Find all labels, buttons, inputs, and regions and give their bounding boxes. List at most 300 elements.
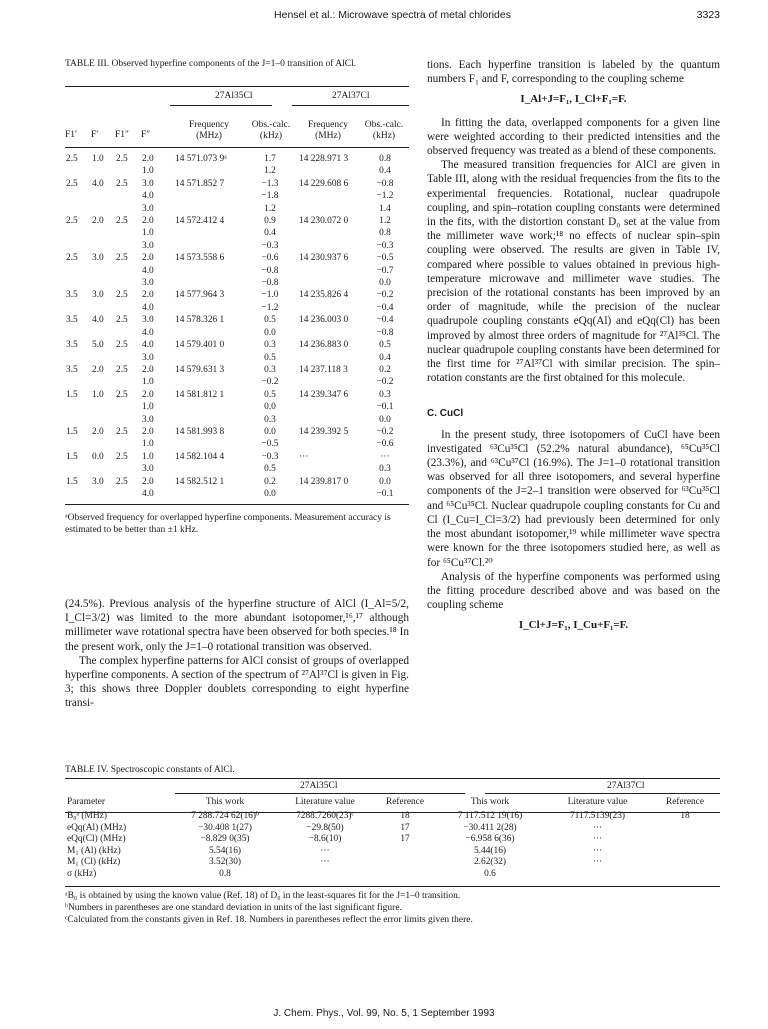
table3-cell: 1.5: [66, 476, 78, 487]
table3-row: [65, 153, 409, 165]
th-f1p: F1′: [65, 130, 78, 140]
table3-cell: [167, 190, 249, 202]
table3-cell: 14 228.971 3: [299, 154, 349, 164]
table3-cell: 14 230.937 6: [299, 253, 349, 264]
table3-cell: [65, 227, 91, 239]
table3-cell: 2.5: [66, 154, 78, 164]
table3-cell: [65, 352, 91, 364]
table3-cell: [167, 302, 249, 314]
table3-body: [65, 153, 409, 500]
table3-cell: [291, 401, 361, 413]
table4-cell: 7 288.724 62(16)ᵇ: [191, 811, 259, 821]
table4-row: [65, 846, 720, 858]
table4-cell: ···: [592, 845, 603, 856]
table3-cell: [65, 190, 91, 202]
table3-cell: 1.2: [264, 203, 276, 214]
table4-cell: 0.6: [484, 868, 496, 879]
table3-row: [65, 252, 409, 264]
table3-header-rule: [65, 147, 409, 148]
table3-cell: 4.0: [142, 488, 154, 499]
table3-cell: 3.0: [142, 352, 154, 363]
table4-cell: [650, 869, 720, 881]
table3-cell: [167, 240, 249, 252]
table3-cell: [91, 265, 115, 277]
table3-top-rule: [65, 86, 409, 87]
table3-cell: 2.5: [116, 253, 128, 264]
table3-cell: [115, 463, 141, 475]
table3-cell: 0.3: [264, 364, 276, 375]
table3-cell: 0.0: [264, 327, 276, 338]
table3-cell: 2.5: [116, 340, 128, 351]
table3-cell: [167, 376, 249, 388]
table3-cell: 14 573.558 6: [175, 253, 225, 264]
table3-cell: −0.5: [261, 439, 279, 450]
table3-cell: [291, 327, 361, 339]
table4-cell: [650, 846, 720, 858]
table3-cell: [65, 165, 91, 177]
table3-cell: 1.0: [142, 166, 154, 177]
table3-row: [65, 302, 409, 314]
table3-cell: 3.0: [142, 278, 154, 289]
table3-cell: −1.2: [376, 191, 394, 202]
table4-cell: [375, 857, 435, 869]
table3-cell: 0.0: [379, 476, 391, 487]
table3-cell: [65, 203, 91, 215]
table3-cell: 14 239.347 6: [299, 389, 349, 400]
table4-cell: ···: [592, 822, 603, 833]
table3-cell: 2.5: [116, 364, 128, 375]
table3-iso1-rule: [170, 105, 272, 106]
table3-cell: [291, 190, 361, 202]
table3-cell: 3.0: [142, 464, 154, 475]
table3-row: [65, 190, 409, 202]
table3-row: [65, 327, 409, 339]
table3-cell: 14 579.401 0: [175, 340, 225, 351]
table3-cell: [291, 277, 361, 289]
table3-cell: 2.5: [116, 389, 128, 400]
table3-cell: 0.3: [264, 414, 276, 425]
table3-cell: 4.0: [142, 265, 154, 276]
table3-cell: 0.9: [264, 216, 276, 227]
table4-header-cell: This work: [205, 797, 245, 808]
table3-cell: [115, 401, 141, 413]
table3-cell: [91, 376, 115, 388]
th-fpp: F″: [141, 130, 151, 140]
table3-cell: 14 581.812 1: [175, 389, 225, 400]
table4-cell: [375, 846, 435, 858]
table3-row: [65, 215, 409, 227]
table3-cell: [115, 240, 141, 252]
table4-bottom-rule: [65, 886, 720, 887]
table3-cell: [91, 165, 115, 177]
running-title: Hensel et al.: Microwave spectra of metal chlorides: [274, 9, 511, 21]
left-column: [65, 597, 409, 711]
table3-cell: 14 581.993 8: [175, 426, 225, 437]
table3-cell: 14 582.512 1: [175, 476, 225, 487]
table3-cell: [167, 488, 249, 500]
table3-cell: −0.4: [376, 302, 394, 313]
table3-cell: 14 230.072 0: [299, 216, 349, 227]
table3-cell: 3.5: [66, 340, 78, 351]
table3-cell: 2.5: [66, 216, 78, 227]
table3-cell: [291, 414, 361, 426]
table4-cell: 17: [400, 822, 410, 833]
table3-cell: 14 229.608 6: [299, 178, 349, 189]
table3-cell: 2.5: [116, 178, 128, 189]
table4-cell: 3.52(30): [208, 857, 242, 868]
table3-cell: 14 235.826 4: [299, 290, 349, 301]
table4-cell: −8.829 0(35): [200, 834, 250, 845]
table4-header-cell: Literature value: [295, 797, 355, 808]
table3-cell: [115, 302, 141, 314]
table4-cell: 0.8: [219, 868, 231, 879]
table3-cell: [167, 352, 249, 364]
table3-cell: [291, 240, 361, 252]
table3-cell: 1.0: [142, 377, 154, 388]
table3-cell: 4.0: [92, 178, 104, 189]
table3-cell: [291, 203, 361, 215]
table4-cell: 2.62(32): [473, 857, 507, 868]
table3-cell: [65, 265, 91, 277]
table4-cell: 7117.5139(23): [569, 811, 626, 821]
table3-row: [65, 277, 409, 289]
right-paragraph-2: In fitting the data, overlapped components for a given line were weighted according to their predicted intensities and the observed frequency was treated as a blend of these components.: [427, 116, 720, 158]
table3-cell: [115, 227, 141, 239]
table3-cell: 2.0: [142, 216, 154, 227]
table3-cell: 14 571.852 7: [175, 178, 225, 189]
table3-cell: 14 236.883 0: [299, 340, 349, 351]
table4-header-cell: Reference: [666, 797, 704, 808]
table3-cell: 2.5: [116, 476, 128, 487]
table3-cell: 0.2: [264, 476, 276, 487]
table3-cell: −0.3: [376, 240, 394, 251]
th-oc2: Obs.-calc. (kHz): [364, 120, 404, 141]
table3-cell: −1.2: [261, 302, 279, 313]
table3-cell: 0.0: [264, 488, 276, 499]
th-freq2: Frequency (MHz): [307, 120, 349, 141]
table4-cell: [650, 857, 720, 869]
table3-cell: [65, 376, 91, 388]
table3-cell: [167, 165, 249, 177]
table4-cell: 5.44(16): [473, 845, 507, 856]
table3-cell: 4.0: [142, 327, 154, 338]
table3-row: [65, 178, 409, 190]
table3-cell: [65, 277, 91, 289]
table3-row: [65, 426, 409, 438]
table3-cell: 1.2: [264, 166, 276, 177]
table3-caption: TABLE III. Observed hyperfine components of the J=1–0 transition of AlCl.: [65, 59, 357, 69]
right-paragraph-5: Analysis of the hyperfine components was performed using the fitting procedure described above and was based on the coupling scheme: [427, 570, 720, 612]
table3-cell: [91, 227, 115, 239]
table3-cell: [91, 463, 115, 475]
table3-cell: 1.0: [92, 154, 104, 164]
table3-cell: 14 579.631 3: [175, 364, 225, 375]
th-f1pp: F1″: [115, 130, 129, 140]
left-paragraph-2: The complex hyperfine patterns for AlCl consist of groups of overlapped hyperfine components. A section of the spectrum of ²⁷Al³⁷Cl is given in Fig. 3; this shows three Doppler doublets corresponding to eight hyperfine transi-: [65, 654, 409, 710]
table3-cell: 3.0: [142, 178, 154, 189]
table3-cell: 4.0: [92, 315, 104, 326]
table3-cell: 1.0: [142, 451, 154, 462]
table3-cell: 2.0: [92, 426, 104, 437]
table3-cell: 2.0: [142, 253, 154, 264]
table3-row: [65, 438, 409, 450]
table3-cell: −0.3: [261, 451, 279, 462]
table3-row: [65, 289, 409, 301]
table3-cell: 2.5: [116, 154, 128, 164]
table3-cell: [65, 240, 91, 252]
table3-cell: 14 582.104 4: [175, 451, 225, 462]
table4-iso1: 27Al35Cl: [300, 781, 338, 791]
table3-cell: 3.0: [142, 414, 154, 425]
table4-header-cell: This work: [470, 797, 510, 808]
table3-row: [65, 389, 409, 401]
page-number: 3323: [696, 9, 720, 21]
table4-cell: 7288.7260(23)ᶜ: [296, 811, 354, 821]
table3-cell: 1.5: [66, 451, 78, 462]
table4-row: [65, 834, 720, 846]
table3-cell: ···: [299, 451, 309, 462]
table3-cell: −0.6: [261, 253, 279, 264]
table4-cell: eQq(Cl) (MHz): [67, 834, 126, 845]
table3-row: [65, 401, 409, 413]
table3-cell: 14 578.326 1: [175, 315, 225, 326]
table3-cell: [115, 352, 141, 364]
table3-cell: 1.0: [142, 402, 154, 413]
table3-cell: 1.7: [264, 154, 276, 164]
table3-cell: −0.1: [376, 488, 394, 499]
table4-cell: 18: [400, 811, 410, 821]
table3-cell: 1.0: [142, 228, 154, 239]
table4-cell: [650, 823, 720, 835]
journal-footer: J. Chem. Phys., Vol. 99, No. 5, 1 September 1993: [273, 1008, 495, 1019]
table3-cell: 14 239.392 5: [299, 426, 349, 437]
table3-cell: 0.4: [379, 166, 391, 177]
table4-caption: TABLE IV. Spectroscopic constants of AlCl.: [65, 765, 235, 775]
table3-row: [65, 451, 409, 463]
table3-cell: 14 239.817 0: [299, 476, 349, 487]
table3-cell: −1.3: [261, 178, 279, 189]
table3-iso1: 27Al35Cl: [215, 91, 253, 101]
table4-cell: [375, 869, 435, 881]
table3-cell: 0.3: [379, 464, 391, 475]
table3-cell: 4.0: [142, 191, 154, 202]
table3-cell: 3.0: [142, 240, 154, 251]
table3-cell: 0.4: [379, 352, 391, 363]
table3-cell: [115, 488, 141, 500]
table3-cell: [91, 401, 115, 413]
table3-cell: [115, 414, 141, 426]
table3-cell: 0.0: [379, 414, 391, 425]
table3-cell: [91, 277, 115, 289]
table3-cell: [115, 327, 141, 339]
table4-row: [65, 869, 720, 881]
right-paragraph-4: In the present study, three isotopomers of CuCl have been investigated ⁶³Cu³⁵Cl (52.2% natural abundance), ⁶⁵Cu³⁵Cl (23.3%), and ⁶³Cu³⁷Cl (16.9%). The J=1–0 rotational transition was observed for all three isotopomers, and several hyperfine components of the J=2–1 transition were observed for ⁶³Cu³⁵Cl and ⁶⁵Cu³⁵Cl. Nuclear quadrupole coupling constants for Cu and Cl (I_Cu=I_Cl=3/2) had previously been determined for only the most abundant isotopomer,¹⁹ while millimeter wave spectra were known for the three isotopomers studied here, as well as for ⁶⁵Cu³⁷Cl.²⁰: [427, 428, 720, 569]
table3-cell: 0.4: [264, 228, 276, 239]
th-fp: F′: [91, 130, 99, 140]
table4-footnote-a: ᵃB₀ is obtained by using the known value (Ref. 18) of D₀ in the least-squares fit for the J=1–0 transition.: [65, 891, 461, 901]
table3-cell: [65, 438, 91, 450]
table3-cell: 2.5: [116, 290, 128, 301]
table3-cell: [91, 488, 115, 500]
table3-cell: 14 577.964 3: [175, 290, 225, 301]
table4-header-cell: Parameter: [67, 797, 105, 808]
table3-cell: 2.0: [142, 290, 154, 301]
table3-cell: [91, 352, 115, 364]
table3-cell: [167, 327, 249, 339]
table4-cell: eQq(Al) (MHz): [67, 822, 127, 833]
table3-cell: 2.0: [92, 216, 104, 227]
table3-cell: 0.5: [264, 315, 276, 326]
table4-footnote-c: ᶜCalculated from the constants given in Ref. 18. Numbers in parentheses reflect the error limits given there.: [65, 915, 473, 925]
table4-cell: ···: [592, 857, 603, 868]
table3-bottom-rule: [65, 504, 409, 505]
table4: [65, 795, 720, 881]
table3-row: [65, 265, 409, 277]
left-paragraph-1: (24.5%). Previous analysis of the hyperfine structure of AlCl (I_Al=5/2, I_Cl=3/2) was limited to the more abundant isotopomer,¹⁶,¹⁷ although millimeter wave rotational spectra have been observed for both species.¹⁸ In the present work, only the J=1–0 rotational transition was observed.: [65, 598, 409, 653]
table4-cell: ···: [592, 834, 603, 845]
table3-cell: [291, 352, 361, 364]
right-paragraph-1: tions. Each hyperfine transition is labeled by the quantum numbers F₁ and F, corresponding to the coupling scheme: [427, 59, 720, 86]
table4-cell: −29.8(50): [306, 822, 344, 833]
table3-cell: 2.0: [142, 476, 154, 487]
table4-iso2-rule: [485, 793, 720, 794]
table3-cell: [65, 302, 91, 314]
table3-cell: 4.0: [142, 302, 154, 313]
table3-cell: 0.3: [379, 389, 391, 400]
table3-cell: −0.1: [376, 402, 394, 413]
table3-cell: 3.0: [92, 253, 104, 264]
table3-cell: 3.5: [66, 364, 78, 375]
table3-cell: [91, 327, 115, 339]
table4-cell: [650, 834, 720, 846]
table3-cell: 3.5: [66, 315, 78, 326]
table4-cell: 18: [680, 811, 690, 821]
table3-row: [65, 376, 409, 388]
th-oc1: Obs.-calc. (kHz): [251, 120, 291, 141]
table4-header-cell: Literature value: [567, 797, 628, 808]
table4-cell: 5.54(16): [208, 845, 242, 856]
table3-cell: [115, 203, 141, 215]
table3-cell: [291, 227, 361, 239]
table3-cell: 0.0: [92, 451, 104, 462]
table4-cell: 7 117.512 19(16): [457, 811, 523, 821]
table3-cell: 0.8: [379, 228, 391, 239]
table4-cell: −30.411 2(28): [463, 822, 517, 833]
table3-iso2: 27Al37Cl: [332, 91, 370, 101]
table3-cell: −0.3: [261, 240, 279, 251]
table3-cell: 3.0: [92, 476, 104, 487]
table3-cell: [115, 438, 141, 450]
table3-cell: 0.0: [264, 402, 276, 413]
table3-cell: 2.5: [116, 426, 128, 437]
table3-cell: [65, 488, 91, 500]
section-heading-cucl: C. CuCl: [427, 408, 464, 420]
table3-cell: 2.0: [142, 154, 154, 164]
table3-cell: −0.7: [376, 265, 394, 276]
table3-cell: −0.2: [376, 290, 394, 301]
table3-cell: −0.8: [376, 178, 394, 189]
table3-cell: −0.8: [261, 278, 279, 289]
table4-row: [65, 823, 720, 835]
table3-cell: [291, 463, 361, 475]
coupling-equation-1: I_Al+J=F₁, I_Cl+F₁=F.: [520, 93, 627, 106]
table3-cell: 0.5: [379, 340, 391, 351]
table3-cell: [291, 488, 361, 500]
table3-cell: [65, 401, 91, 413]
table3-cell: −0.2: [376, 426, 394, 437]
table3-cell: 14 571.073 9ᵃ: [175, 154, 227, 164]
table4-row: [65, 857, 720, 869]
table4-cell: −8.6(10): [308, 834, 342, 845]
table3-cell: [167, 414, 249, 426]
table4-top-rule: [65, 778, 720, 779]
table4-cell: ···: [320, 857, 330, 868]
table3-cell: [91, 240, 115, 252]
table3-cell: [91, 203, 115, 215]
table4-iso2: 27Al37Cl: [607, 781, 645, 791]
table3-cell: 1.2: [379, 216, 391, 227]
table3-cell: [167, 401, 249, 413]
table3-cell: 1.5: [66, 426, 78, 437]
table4-footnotes: [65, 890, 720, 926]
table3-cell: [167, 438, 249, 450]
table4-cell: B₀ᵃ (MHz): [67, 811, 107, 821]
table3-cell: 2.5: [116, 315, 128, 326]
table3-cell: [91, 190, 115, 202]
table3-cell: 3.0: [142, 315, 154, 326]
right-paragraph-3: The measured transition frequencies for AlCl are given in Table III, along with the residual frequencies from the fits to the experimental frequencies. Rotational, nuclear quadrupole coupling, and spin–rotation coupling constants were determined in the fits, with the distortion constant D₀ set at the value from the millimeter wave work;¹⁸ no effects of nuclear spin–spin coupling were observed. The results are given in Table IV, compared where possible to values obtained in previous high-temperature microwave and millimeter wave studies. The precision of the rotational constants has been improved by an order of magnitude, while the precision of the nuclear quadrupole coupling constants eQq(Al) and eQq(Cl) has been improved by almost three orders of magnitude for ²⁷Al³⁵Cl. The nuclear quadrupole coupling constants have been determined for the first time for ²⁷Al³⁷Cl with similar precision. The spin–rotation constants are the first obtained for this molecule.: [427, 159, 720, 385]
table4-cell: ···: [320, 845, 330, 856]
table3-row: [65, 414, 409, 426]
table3-cell: [291, 265, 361, 277]
table3-cell: [91, 438, 115, 450]
table4-header-rule: [65, 812, 720, 813]
table3-cell: 3.0: [142, 203, 154, 214]
table3-cell: 0.5: [264, 389, 276, 400]
table3-cell: 0.0: [264, 426, 276, 437]
table3-cell: 14 572.412 4: [175, 216, 225, 227]
table3-cell: [65, 327, 91, 339]
table3-cell: 5.0: [92, 340, 104, 351]
table3-cell: 0.0: [379, 278, 391, 289]
table3-cell: [167, 277, 249, 289]
table3-cell: [91, 302, 115, 314]
table3-cell: 2.0: [92, 364, 104, 375]
table4-cell: σ (kHz): [67, 868, 97, 879]
table3-cell: [65, 414, 91, 426]
th-freq1: Frequency (MHz): [188, 120, 230, 141]
table3-cell: −1.8: [261, 191, 279, 202]
table3-cell: [115, 376, 141, 388]
table3-cell: 1.0: [142, 439, 154, 450]
table4-cell: 17: [400, 834, 410, 845]
table3-cell: 1.0: [92, 389, 104, 400]
table3-cell: 2.0: [142, 389, 154, 400]
table3-cell: [91, 414, 115, 426]
table4-cell: [275, 869, 375, 881]
table3-row: [65, 463, 409, 475]
table3-cell: −0.6: [376, 439, 394, 450]
table4-cell: [545, 869, 650, 881]
table3-cell: 14 237.118 3: [299, 364, 348, 375]
table3-cell: [167, 227, 249, 239]
table3-cell: [291, 302, 361, 314]
table3-cell: −0.2: [376, 377, 394, 388]
table3-cell: 1.5: [66, 389, 78, 400]
table3-cell: 0.3: [264, 340, 276, 351]
table3-cell: 3.5: [66, 290, 78, 301]
coupling-equation-2: I_Cl+J=F₁, I_Cu+F₁=F.: [518, 619, 629, 632]
